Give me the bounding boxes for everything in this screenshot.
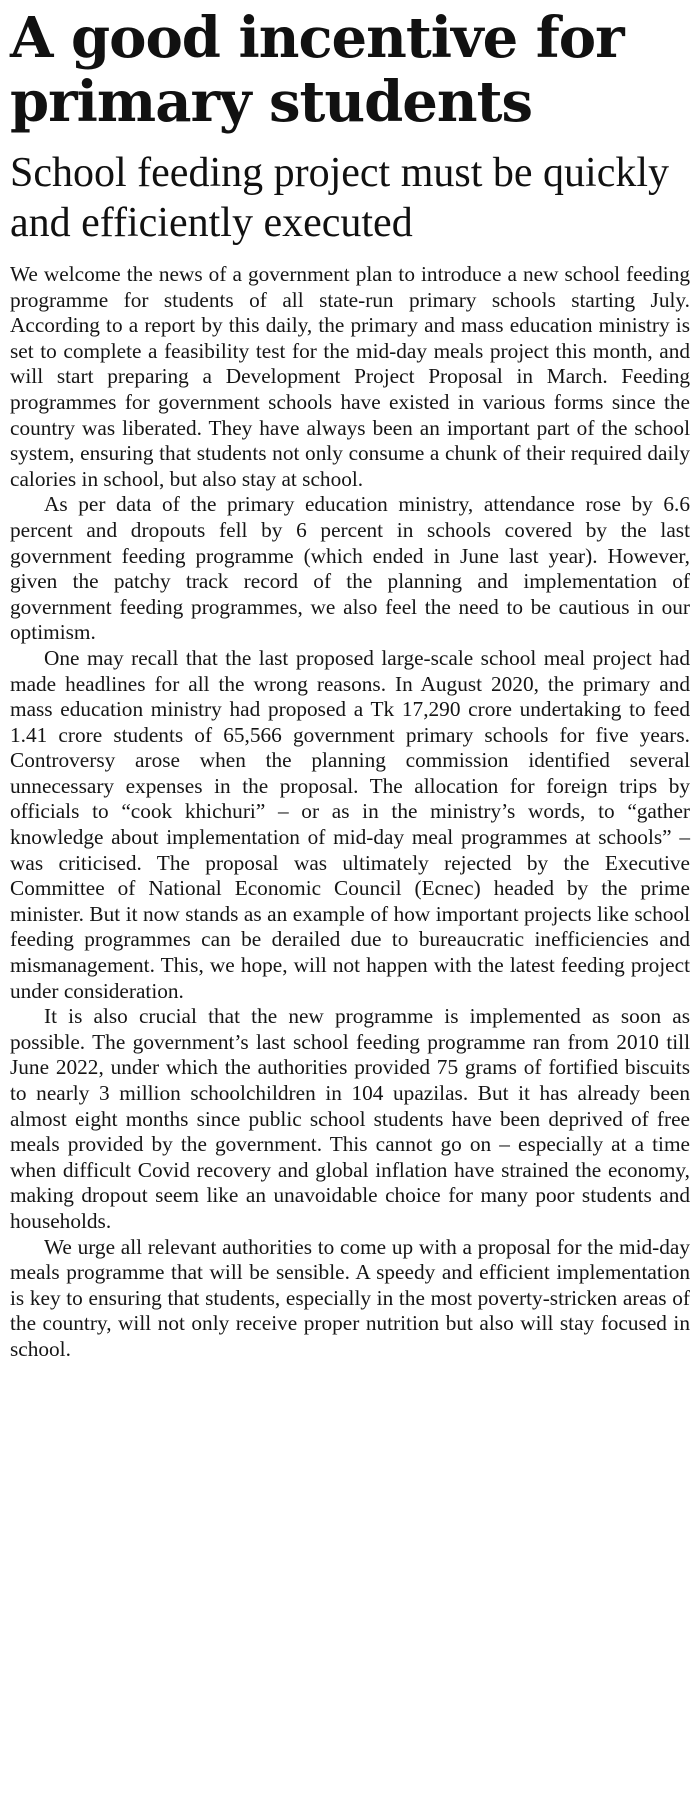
article-body <box>10 262 690 1363</box>
body-paragraph: It is also crucial that the new programme is implemented as soon as possible. The government’s last school feeding programme ran from 2010 till June 2022, under which the authorities provided 75 grams of fortified biscuits to nearly 3 million schoolchildren in 104 upazilas. But it has already been almost eight months since public school students have been deprived of free meals provided by the government. This cannot go on – especially at a time when difficult Covid recovery and global inflation have strained the economy, making dropout seem like an unavoidable choice for many poor students and households. <box>10 1004 690 1233</box>
body-paragraph: One may recall that the last proposed large-scale school meal project had made headlines for all the wrong reasons. In August 2020, the primary and mass education ministry had proposed a Tk 17,290 crore undertaking to feed 1.41 crore students of 65,566 government primary schools for five years. Controversy arose when the planning commission identified several unnecessary expenses in the proposal. The allocation for foreign trips by officials to “cook khichuri” – or as in the ministry’s words, to “gather knowledge about implementation of mid-day meal programmes at schools” – was criticised. The proposal was ultimately rejected by the Executive Committee of National Economic Council (Ecnec) headed by the prime minister. But it now stands as an example of how important projects like school feeding programmes can be derailed due to bureaucratic inefficiencies and mismanagement. This, we hope, will not happen with the latest feeding project under consideration. <box>10 645 690 1003</box>
body-paragraph: As per data of the primary education ministry, attendance rose by 6.6 percent and dropouts fell by 6 percent in schools covered by the last government feeding programme (which ended in June last year). However, given the patchy track record of the planning and implementation of government feeding programmes, we also feel the need to be cautious in our optimism. <box>10 492 690 645</box>
body-paragraph: We welcome the news of a government plan to introduce a new school feeding programme for students of all state-run primary schools starting July. According to a report by this daily, the primary and mass education ministry is set to complete a feasibility test for the mid-day meals project this month, and will start preparing a Development Project Proposal in March. Feeding programmes for government schools have existed in various forms since the country was liberated. They have always been an important part of the school system, ensuring that students not only consume a chunk of their required daily calories in school, but also stay at school. <box>10 262 690 491</box>
subheadline: School feeding project must be quickly and efficiently executed <box>10 150 670 246</box>
headline: A good incentive for primary students <box>10 5 624 135</box>
body-paragraph: We urge all relevant authorities to come up with a proposal for the mid-day meals programme that will be sensible. A speedy and efficient implementation is key to ensuring that students, especially in the most poverty-stricken areas of the country, will not only receive proper nutrition but also will stay focused in school. <box>10 1234 690 1361</box>
